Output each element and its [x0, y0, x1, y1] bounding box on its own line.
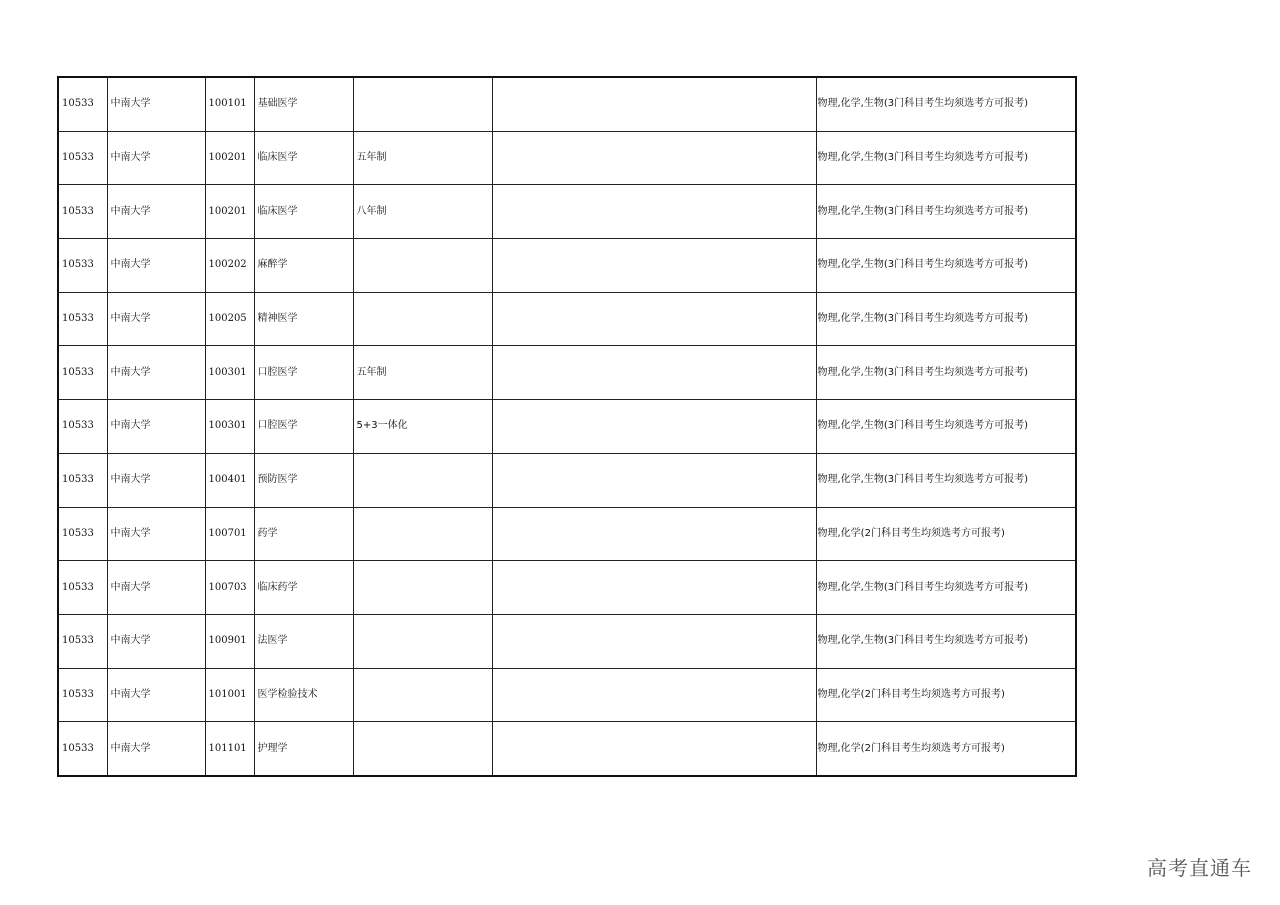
major-name-cell: 护理学 [254, 722, 353, 776]
major-code-cell: 100201 [205, 185, 254, 239]
major-code-cell: 100901 [205, 614, 254, 668]
table-row [58, 292, 1076, 346]
program-note-cell [353, 77, 492, 131]
remark-cell [492, 453, 816, 507]
school-name-cell: 中南大学 [107, 77, 205, 131]
table-row [58, 131, 1076, 185]
requirements-table [57, 76, 1077, 777]
school-name-cell: 中南大学 [107, 131, 205, 185]
school-code-cell: 10533 [58, 239, 107, 293]
school-name-cell: 中南大学 [107, 507, 205, 561]
subject-requirement-cell: 物理,化学,生物(3门科目考生均须选考方可报考) [816, 346, 1076, 400]
major-name-cell: 法医学 [254, 614, 353, 668]
major-name-cell: 精神医学 [254, 292, 353, 346]
program-note-cell [353, 453, 492, 507]
subject-requirement-cell: 物理,化学(2门科目考生均须选考方可报考) [816, 722, 1076, 776]
subject-requirement-cell: 物理,化学,生物(3门科目考生均须选考方可报考) [816, 239, 1076, 293]
table-row [58, 239, 1076, 293]
school-name-cell: 中南大学 [107, 453, 205, 507]
table-row [58, 668, 1076, 722]
program-note-cell [353, 668, 492, 722]
program-note-cell [353, 507, 492, 561]
school-name-cell: 中南大学 [107, 722, 205, 776]
program-note-cell [353, 239, 492, 293]
table-row [58, 722, 1076, 776]
school-code-cell: 10533 [58, 185, 107, 239]
major-code-cell: 100401 [205, 453, 254, 507]
watermark-text: 高考直通车 [1147, 856, 1252, 880]
subject-requirement-cell: 物理,化学,生物(3门科目考生均须选考方可报考) [816, 561, 1076, 615]
program-note-cell: 五年制 [353, 346, 492, 400]
table-row [58, 185, 1076, 239]
table-row [58, 77, 1076, 131]
program-note-cell: 八年制 [353, 185, 492, 239]
school-name-cell: 中南大学 [107, 185, 205, 239]
major-name-cell: 基础医学 [254, 77, 353, 131]
school-code-cell: 10533 [58, 292, 107, 346]
table-row [58, 453, 1076, 507]
major-code-cell: 100202 [205, 239, 254, 293]
subject-requirement-cell: 物理,化学,生物(3门科目考生均须选考方可报考) [816, 614, 1076, 668]
school-name-cell: 中南大学 [107, 561, 205, 615]
major-name-cell: 麻醉学 [254, 239, 353, 293]
major-code-cell: 100703 [205, 561, 254, 615]
subject-requirement-cell: 物理,化学,生物(3门科目考生均须选考方可报考) [816, 185, 1076, 239]
remark-cell [492, 614, 816, 668]
remark-cell [492, 561, 816, 615]
school-name-cell: 中南大学 [107, 292, 205, 346]
major-code-cell: 100201 [205, 131, 254, 185]
school-code-cell: 10533 [58, 131, 107, 185]
school-code-cell: 10533 [58, 507, 107, 561]
remark-cell [492, 239, 816, 293]
program-note-cell [353, 292, 492, 346]
remark-cell [492, 292, 816, 346]
subject-requirement-cell: 物理,化学,生物(3门科目考生均须选考方可报考) [816, 292, 1076, 346]
school-code-cell: 10533 [58, 722, 107, 776]
table-row [58, 614, 1076, 668]
school-name-cell: 中南大学 [107, 614, 205, 668]
program-note-cell [353, 614, 492, 668]
remark-cell [492, 722, 816, 776]
subject-requirement-cell: 物理,化学,生物(3门科目考生均须选考方可报考) [816, 131, 1076, 185]
remark-cell [492, 668, 816, 722]
remark-cell [492, 77, 816, 131]
table-body [58, 77, 1076, 776]
major-code-cell: 101001 [205, 668, 254, 722]
program-note-cell: 5+3一体化 [353, 400, 492, 454]
subject-requirement-cell: 物理,化学,生物(3门科目考生均须选考方可报考) [816, 400, 1076, 454]
school-code-cell: 10533 [58, 668, 107, 722]
remark-cell [492, 131, 816, 185]
major-name-cell: 口腔医学 [254, 346, 353, 400]
major-name-cell: 预防医学 [254, 453, 353, 507]
school-name-cell: 中南大学 [107, 239, 205, 293]
major-name-cell: 临床医学 [254, 131, 353, 185]
remark-cell [492, 185, 816, 239]
major-code-cell: 101101 [205, 722, 254, 776]
subject-requirement-cell: 物理,化学(2门科目考生均须选考方可报考) [816, 668, 1076, 722]
subject-requirement-cell: 物理,化学,生物(3门科目考生均须选考方可报考) [816, 453, 1076, 507]
program-note-cell: 五年制 [353, 131, 492, 185]
table-row [58, 561, 1076, 615]
major-code-cell: 100701 [205, 507, 254, 561]
table-row [58, 400, 1076, 454]
school-code-cell: 10533 [58, 561, 107, 615]
major-name-cell: 口腔医学 [254, 400, 353, 454]
school-name-cell: 中南大学 [107, 400, 205, 454]
school-code-cell: 10533 [58, 77, 107, 131]
remark-cell [492, 507, 816, 561]
major-name-cell: 药学 [254, 507, 353, 561]
major-code-cell: 100101 [205, 77, 254, 131]
school-code-cell: 10533 [58, 400, 107, 454]
remark-cell [492, 346, 816, 400]
table-row [58, 507, 1076, 561]
major-code-cell: 100205 [205, 292, 254, 346]
table-row [58, 346, 1076, 400]
major-code-cell: 100301 [205, 400, 254, 454]
subject-requirement-cell: 物理,化学,生物(3门科目考生均须选考方可报考) [816, 77, 1076, 131]
school-name-cell: 中南大学 [107, 668, 205, 722]
major-name-cell: 医学检验技术 [254, 668, 353, 722]
major-name-cell: 临床药学 [254, 561, 353, 615]
major-name-cell: 临床医学 [254, 185, 353, 239]
program-note-cell [353, 561, 492, 615]
school-code-cell: 10533 [58, 346, 107, 400]
school-code-cell: 10533 [58, 614, 107, 668]
program-note-cell [353, 722, 492, 776]
subject-requirement-cell: 物理,化学(2门科目考生均须选考方可报考) [816, 507, 1076, 561]
school-name-cell: 中南大学 [107, 346, 205, 400]
major-code-cell: 100301 [205, 346, 254, 400]
school-code-cell: 10533 [58, 453, 107, 507]
remark-cell [492, 400, 816, 454]
